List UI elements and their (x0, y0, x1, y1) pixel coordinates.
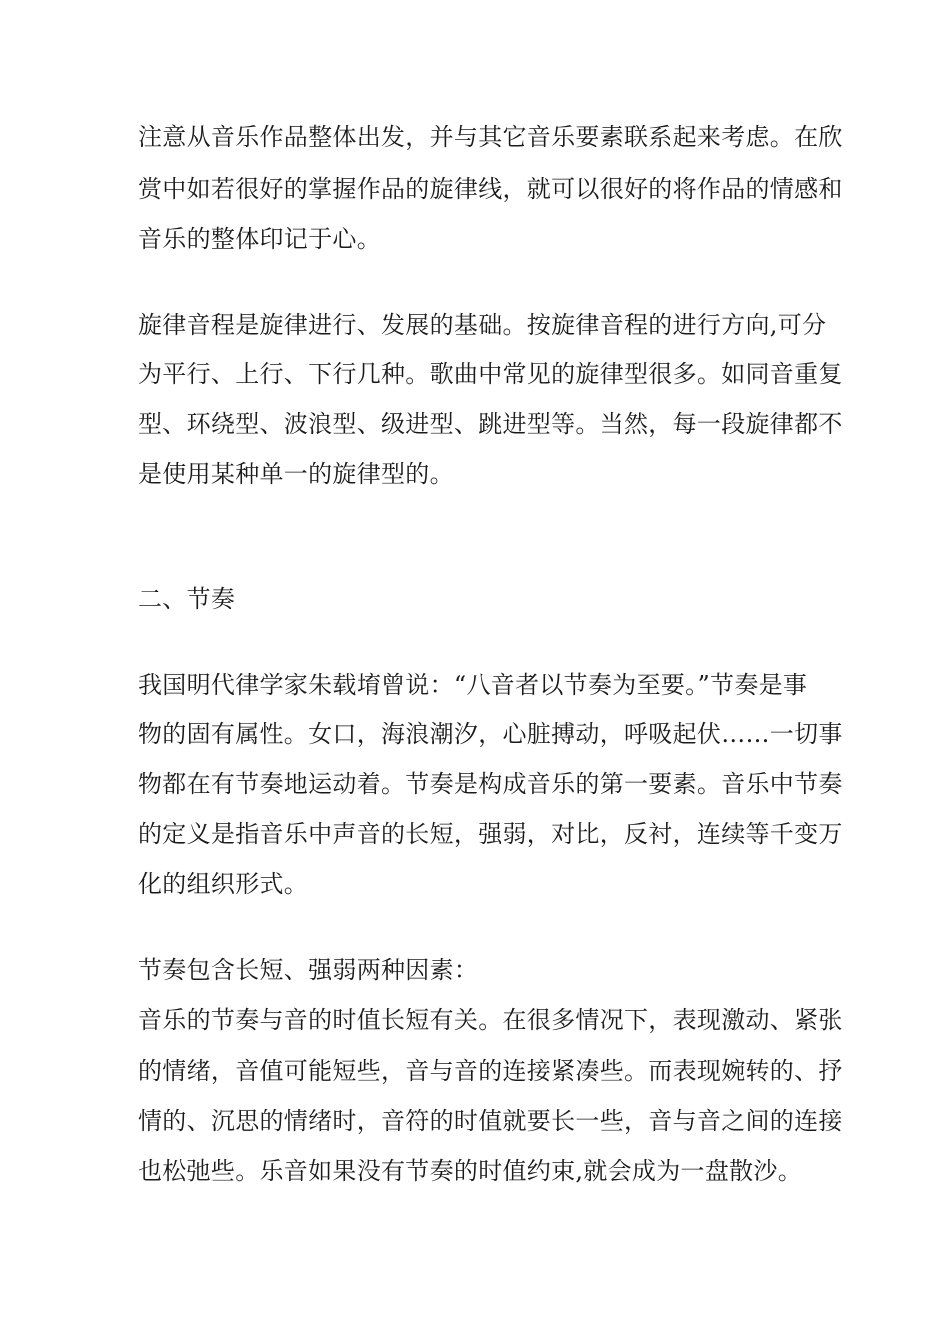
text-line: 化的组织形式。 (138, 870, 309, 898)
text-line: 情的、沉思的情绪时，音符的时值就要长一些，音与音之间的连接 (138, 1107, 843, 1135)
text-line: 赏中如若很好的掌握作品的旋律线，就可以很好的将作品的情感和 (138, 175, 843, 203)
text-line: 为平行、上行、下行几种。歌曲中常见的旋律型很多。如同音重复 (138, 360, 843, 388)
text-line: 音乐的整体印记于心。 (138, 225, 381, 253)
text-line: 我国明代律学家朱载堉曾说：“八音者以节奏为至要。”节奏是事 (138, 671, 808, 699)
section-heading: 二、节奏 (138, 585, 236, 613)
text-line: 音乐的节奏与音的时值长短有关。在很多情况下，表现激动、紧张 (138, 1006, 843, 1034)
text-line: 物都在有节奏地运动着。节奏是构成音乐的第一要素。音乐中节奏 (138, 770, 843, 798)
text-line: 的情绪，音值可能短些，音与音的连接紧凑些。而表现婉转的、抒 (138, 1057, 843, 1085)
text-line: 物的固有属性。女口，海浪潮汐，心脏搏动，呼吸起伏……一切事 (138, 720, 843, 748)
text-line: 是使用某种单一的旋律型的。 (138, 460, 454, 488)
text-line: 的定义是指音乐中声音的长短，强弱，对比，反衬，连续等千变万 (138, 820, 843, 848)
text-line: 注意从音乐作品整体出发，并与其它音乐要素联系起来考虑。在欣 (138, 123, 843, 151)
text-line: 也松弛些。乐音如果没有节奏的时值约束,就会成为一盘散沙。 (138, 1157, 803, 1185)
text-line: 节奏包含长短、强弱两种因素： (138, 956, 479, 984)
text-line: 型、环绕型、波浪型、级进型、跳进型等。当然，每一段旋律都不 (138, 410, 843, 438)
text-line: 旋律音程是旋律进行、发展的基础。按旋律音程的进行方向,可分 (138, 311, 827, 339)
